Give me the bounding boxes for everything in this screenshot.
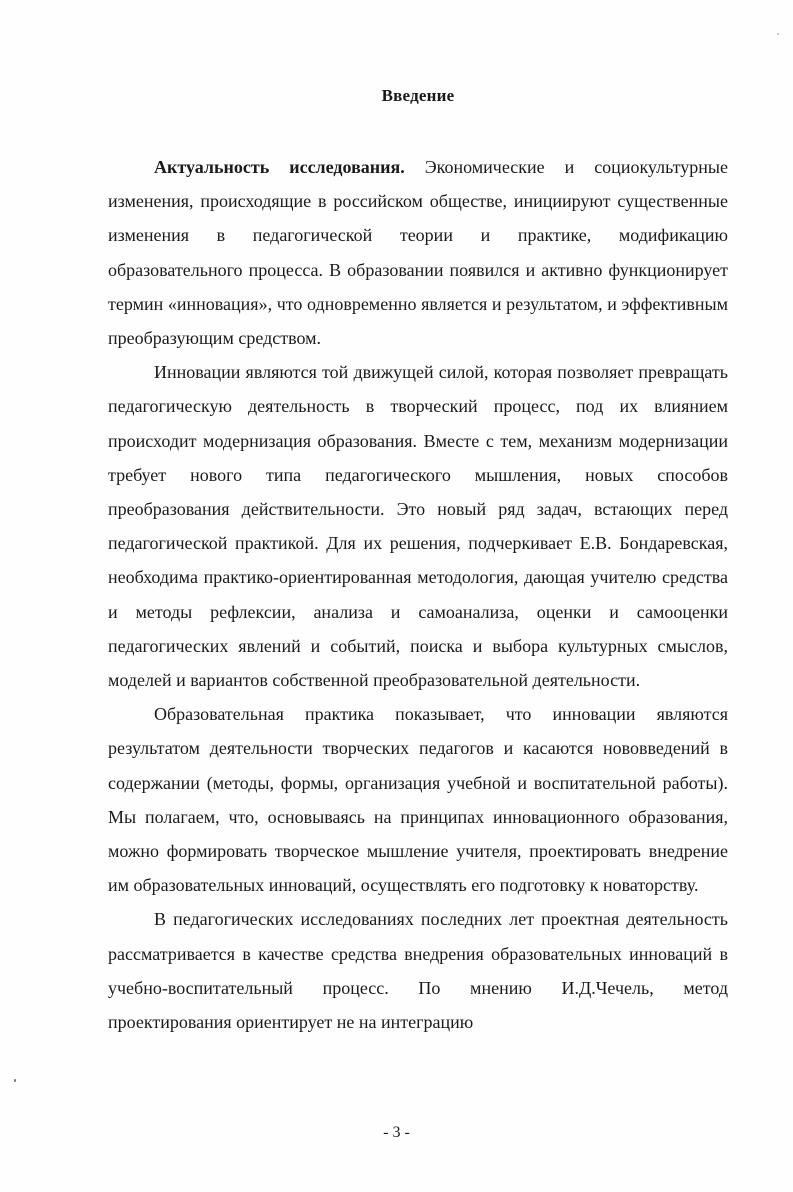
paragraph-research: В педагогических исследованиях последних лет проектная деятельность рассматривается в качестве средства внедрения образовательных инноваций в учебно-воспитательный процесс. По мнению И.Д.Чечель, метод проектирования ориентирует не на интеграцию — [108, 909, 728, 1033]
paragraph-relevance — [108, 150, 728, 355]
page-number: - 3 - — [383, 1124, 410, 1141]
scan-artifact — [14, 1079, 16, 1082]
page-content — [108, 86, 728, 1039]
paragraph-innovations: Инновации являются той движущей силой, которая позволяет превращать педагогическую деятельность в творческий процесс, под их влиянием происходит модернизация образования. Вместе с тем, механизм модернизации требует нового типа педагогического мышления, новых способов преобразования действительности. Это новый ряд задач, встающих перед педагогической практикой. Для их решения, подчеркивает Е.В. Бондаревская, необходима практико-ориентированная методология, дающая учителю средства и методы рефлексии, анализа и самоанализа, оценки и самооценки педагогических явлений и событий, поиска и выбора культурных смыслов, моделей и вариантов собственной преобразовательной деятельности. — [108, 362, 728, 691]
paragraph-lead: Актуальность исследования. — [154, 157, 405, 177]
page-title: Введение — [381, 86, 455, 105]
paragraph-practice: Образовательная практика показывает, что инновации являются результатом деятельности творческих педагогов и касаются нововведений в содержании (методы, формы, организация учебной и воспитательной работы). Мы полагаем, что, основываясь на принципах инновационного образования, можно формировать творческое мышление учителя, проектировать внедрение им образовательных инноваций, осуществлять его подготовку к новаторству. — [108, 704, 728, 896]
scan-artifact — [777, 33, 779, 35]
paragraph-text: Экономические и социокультурные изменения, происходящие в российском обществе, инициируют существенные изменения в педагогической теории и практике, модификацию образовательного процесса. В образовании появился и активно функционирует термин «инновация», что одновременно является и результатом, и эффективным преобразующим средством. — [108, 157, 728, 349]
